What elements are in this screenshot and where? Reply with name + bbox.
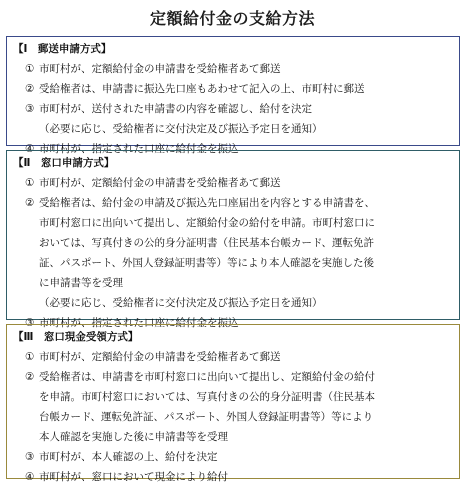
item-number: ③ xyxy=(25,317,35,329)
item-text-continued: おいては、写真付きの公的身分証明書（住民基本台帳カード、運転免許 xyxy=(39,237,375,249)
list-item xyxy=(13,347,453,367)
section-heading: 【Ⅱ 窓口申請方式】 xyxy=(13,157,115,169)
item-text: 受給権者は、給付金の申請及び振込先口座届出を内容とする申請書を、 xyxy=(39,197,375,209)
item-text-continued: に申請書等を受理 xyxy=(39,277,123,289)
list-item xyxy=(13,193,453,213)
item-text: 市町村が、指定された口座に給付金を振込 xyxy=(39,317,239,329)
item-text: 市町村が、窓口において現金により給付 xyxy=(39,471,228,483)
item-text-continued: 市町村窓口に出向いて提出し、定額給付金の給付を申請。市町村窓口に xyxy=(39,217,375,229)
item-note: （必要に応じ、受給権者に交付決定及び振込予定日を通知） xyxy=(39,297,323,309)
item-number: ④ xyxy=(25,471,35,483)
item-text-continued: 台帳カード、運転免許証、パスポート、外国人登録証明書等）等により xyxy=(39,411,374,423)
list-item xyxy=(13,79,453,99)
list-item xyxy=(13,173,453,193)
item-text: 市町村が、定額給付金の申請書を受給権者あて郵送 xyxy=(39,351,281,363)
item-text-continued: 証、パスポート、外国人登録証明書等）等により本人確認を実施した後 xyxy=(39,257,375,269)
section-heading: 【Ⅰ 郵送申請方式】 xyxy=(13,43,112,55)
item-text: 市町村が、定額給付金の申請書を受給権者あて郵送 xyxy=(39,63,281,75)
item-number: ① xyxy=(25,177,35,189)
list-item xyxy=(13,467,453,487)
item-number: ② xyxy=(25,83,35,95)
item-text: 市町村が、指定された口座に給付金を振込 xyxy=(39,143,239,155)
list-item xyxy=(13,447,453,467)
section-mail-application xyxy=(6,36,460,155)
section-counter-application xyxy=(6,150,460,329)
item-text-continued: を申請。市町村窓口においては、写真付きの公的身分証明書（住民基本 xyxy=(39,391,375,403)
item-text-continued: 本人確認を実施した後に申請書等を受理 xyxy=(39,431,228,443)
list-item xyxy=(13,59,453,79)
item-number: ② xyxy=(25,197,35,209)
item-number: ② xyxy=(25,371,35,383)
item-text: 受給権者は、申請書に振込先口座もあわせて記入の上、市町村に郵送 xyxy=(39,83,365,95)
item-text: 受給権者は、申請書を市町村窓口に出向いて提出し、定額給付金の給付 xyxy=(39,371,375,383)
section-heading: 【Ⅲ 窓口現金受領方式】 xyxy=(13,331,139,343)
item-number: ④ xyxy=(25,143,35,155)
item-number: ① xyxy=(25,351,35,363)
list-item xyxy=(13,367,453,387)
item-text: 市町村が、定額給付金の申請書を受給権者あて郵送 xyxy=(39,177,281,189)
page-title: 定額給付金の支給方法 xyxy=(149,9,315,28)
item-text: 市町村が、本人確認の上、給付を決定 xyxy=(39,451,218,463)
list-item xyxy=(13,99,453,119)
item-text: 市町村が、送付された申請書の内容を確認し、給付を決定 xyxy=(39,103,312,115)
item-number: ③ xyxy=(25,103,35,115)
section-counter-cash-receipt xyxy=(6,324,460,483)
item-number: ③ xyxy=(25,451,35,463)
item-note: （必要に応じ、受給権者に交付決定及び振込予定日を通知） xyxy=(39,123,323,135)
item-number: ① xyxy=(25,63,35,75)
